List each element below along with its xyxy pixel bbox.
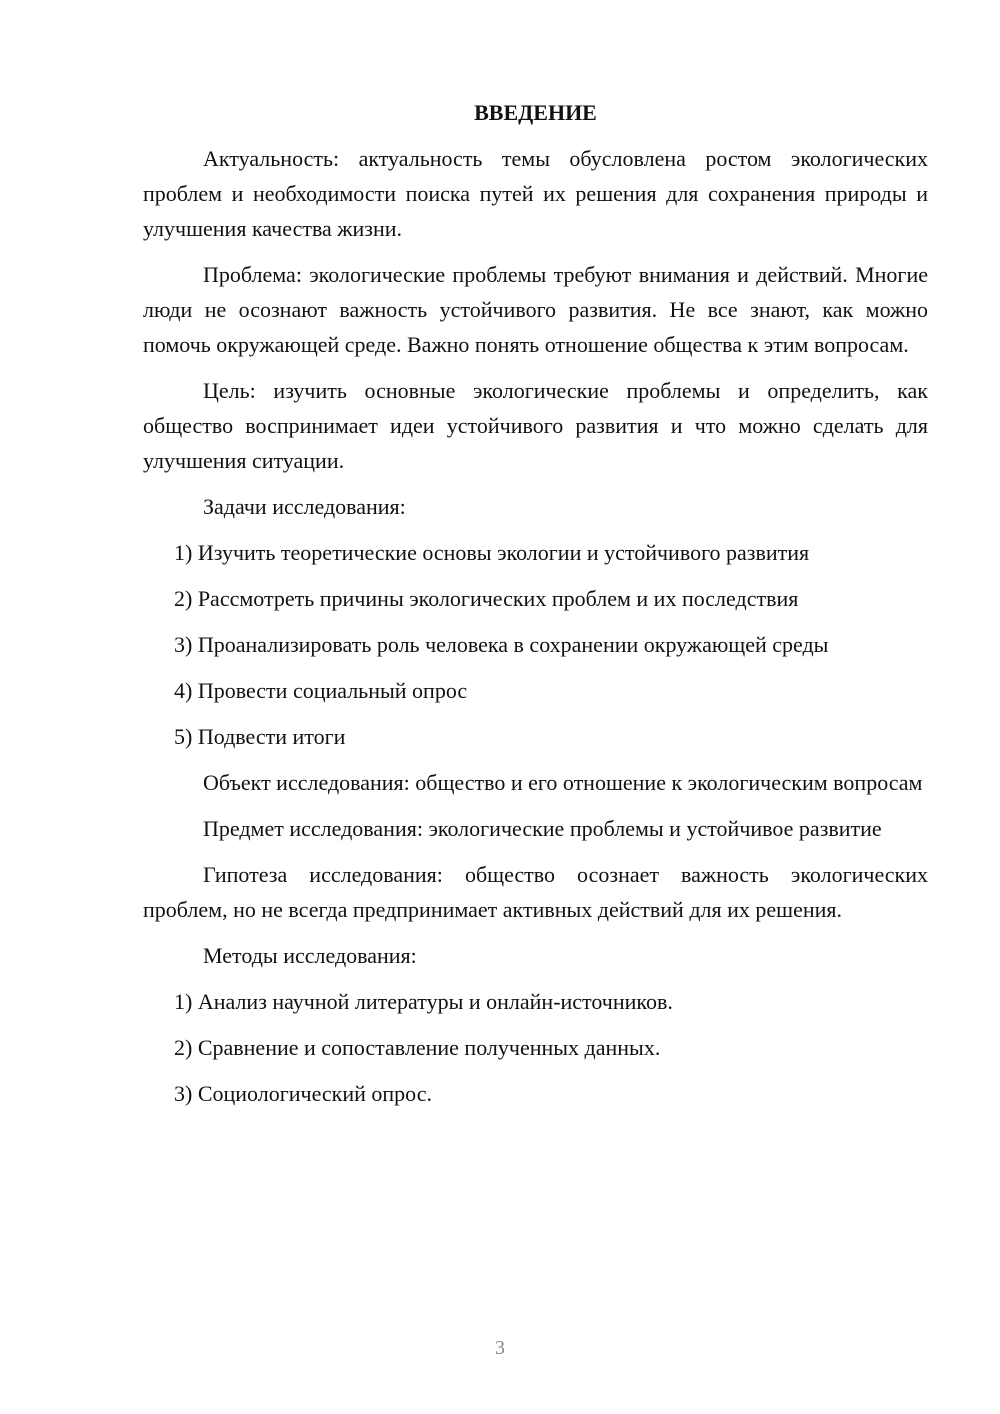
list-item: 4) Провести социальный опрос bbox=[174, 678, 468, 703]
list-item: 3) Проанализировать роль человека в сохранении окружающей среды bbox=[174, 632, 829, 657]
object-paragraph: Объект исследования: общество и его отношение к экологическим вопросам bbox=[203, 770, 923, 795]
methods-heading: Методы исследования: bbox=[203, 943, 417, 968]
problem-paragraph: Проблема: экологические проблемы требуют внимания и действий. Многие люди не осознают важность устойчивого развития. Не все знают, как можно помочь окружающей среде. Важно понять отношение общества к этим вопросам. bbox=[143, 262, 928, 357]
relevance-paragraph: Актуальность: актуальность темы обусловлена ростом экологических проблем и необходимости поиска путей их решения для сохранения природы и улучшения качества жизни. bbox=[143, 146, 928, 241]
tasks-list bbox=[143, 535, 928, 754]
list-item: 1) Изучить теоретические основы экологии и устойчивого развития bbox=[174, 540, 810, 565]
methods-list bbox=[143, 984, 928, 1111]
list-item: 5) Подвести итоги bbox=[174, 724, 346, 749]
list-item: 2) Рассмотреть причины экологических проблем и их последствия bbox=[174, 586, 799, 611]
list-item: 1) Анализ научной литературы и онлайн-источников. bbox=[174, 989, 673, 1014]
list-item: 3) Социологический опрос. bbox=[174, 1081, 432, 1106]
list-item: 2) Сравнение и сопоставление полученных данных. bbox=[174, 1035, 661, 1060]
tasks-heading: Задачи исследования: bbox=[203, 494, 406, 519]
goal-paragraph: Цель: изучить основные экологические проблемы и определить, как общество воспринимает идеи устойчивого развития и что можно сделать для улучшения ситуации. bbox=[143, 378, 928, 473]
hypothesis-paragraph: Гипотеза исследования: общество осознает важность экологических проблем, но не всегда предпринимает активных действий для их решения. bbox=[143, 862, 928, 922]
page-title: ВВЕДЕНИЕ bbox=[474, 100, 597, 125]
subject-paragraph: Предмет исследования: экологические проблемы и устойчивое развитие bbox=[203, 816, 882, 841]
page-number: 3 bbox=[495, 1337, 505, 1359]
